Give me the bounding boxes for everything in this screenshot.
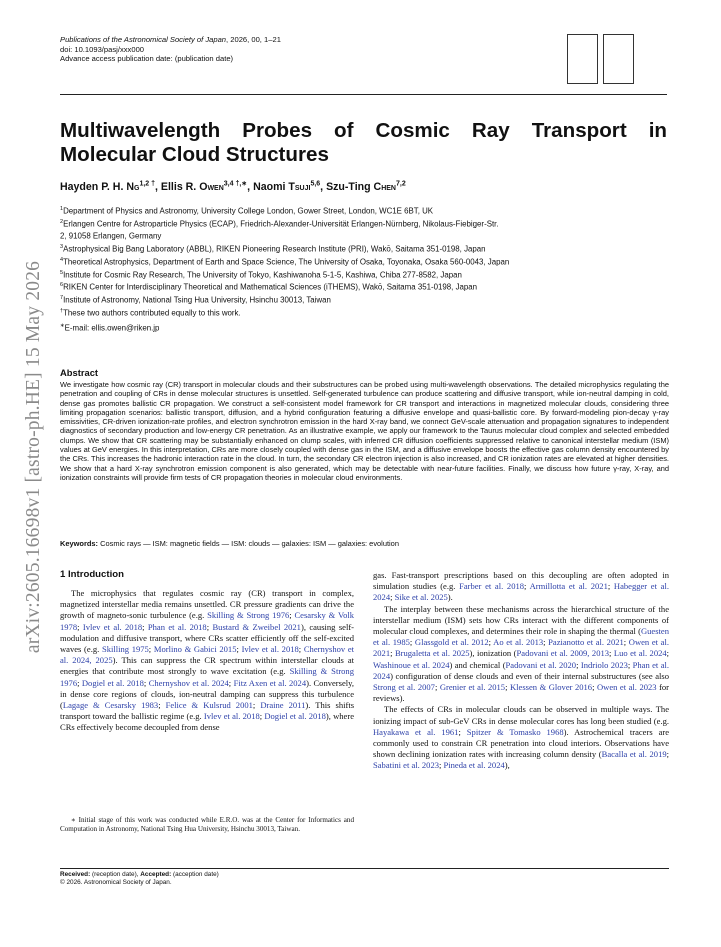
paragraph-text: ; <box>158 700 166 711</box>
paragraph-text: ; <box>609 648 614 659</box>
author-given-name: Hayden P. H. <box>60 180 127 193</box>
access-date-line: Advance access publication date: (publication date) <box>60 54 234 64</box>
keywords-text: Cosmic rays — ISM: magnetic fields — ISM: clouds — galaxies: ISM — galaxies: evolution <box>100 539 399 548</box>
citation-link[interactable]: Padovani et al. 2009, 2013 <box>516 648 610 659</box>
affiliation-number: 1 <box>60 206 64 212</box>
paragraph-text: ), where CRs effectively become decoupled from dense <box>60 711 354 733</box>
affiliation-number: 2 <box>60 218 64 225</box>
intro-paragraph <box>373 570 669 604</box>
citation-link[interactable]: Hayakawa et al. 1961 <box>373 726 459 737</box>
affiliation-text: Astrophysical Big Bang Laboratory (ABBL), RIKEN Pioneering Research Institute (PRI), Wakō, Saitama 351-0198, Japan <box>63 244 486 254</box>
affiliation-number: 6 <box>60 282 64 289</box>
citation-link[interactable]: Fitz Axen et al. 2024 <box>233 677 307 688</box>
section-heading-introduction: 1 Introduction <box>60 569 124 580</box>
citation-link[interactable]: Phan et al. 2018 <box>147 621 207 632</box>
paragraph-text: ; <box>434 682 440 693</box>
citation-link[interactable]: Guesten et al. 1985 <box>373 626 669 648</box>
citation-link[interactable]: Cesarsky & Volk 1978 <box>60 610 354 632</box>
author-given-name: Naomi <box>253 180 289 193</box>
citation-link[interactable]: Dogiel et al. 2018 <box>264 711 326 722</box>
citation-link[interactable]: Owen et al. 2021 <box>373 637 669 659</box>
paragraph-text: ), <box>504 760 510 771</box>
paragraph-text: ; <box>259 711 265 722</box>
footnote-text: ∗ Initial stage of this work was conducted while E.R.O. was at the Center for Informatics and Computation in Astronomy, National Tsing Hua University, Hsinchu 30013, Taiwan. <box>60 816 354 834</box>
paragraph-text: ; <box>409 637 415 648</box>
paragraph-text: ; <box>206 621 213 632</box>
paragraph-text: ; <box>148 644 154 655</box>
author-surname: Owen <box>199 180 224 193</box>
affiliation <box>60 217 670 230</box>
keywords <box>60 539 399 548</box>
affiliation-number: 7 <box>60 295 64 302</box>
author-separator: , <box>155 180 161 193</box>
author <box>253 181 326 193</box>
affiliation-text: Department of Physics and Astronomy, University College London, Gower Street, London, WC1E 6BT, UK <box>63 206 434 216</box>
received-label: Received: <box>60 871 91 878</box>
citation-link[interactable]: Skilling & Strong 1976 <box>207 610 290 621</box>
author <box>161 181 253 193</box>
paragraph-text: ; <box>298 644 304 655</box>
citation-link[interactable]: Washinoue et al. 2024 <box>373 659 450 670</box>
author-affiliation-marks: 1,2 † <box>139 180 156 187</box>
citation-link[interactable]: Draine 2011 <box>260 700 306 711</box>
doi-line[interactable]: doi: 10.1093/pasj/xxx000 <box>60 44 145 54</box>
paragraph-text: ; <box>289 610 295 621</box>
paragraph-text: ; <box>77 677 82 688</box>
paper-title: Multiwavelength Probes of Cosmic Ray Transport in Molecular Cloud Structures <box>60 119 667 166</box>
journal-header <box>60 35 281 64</box>
citation-link[interactable]: Ivlev et al. 2018 <box>203 711 260 722</box>
body-column-right <box>373 570 669 772</box>
paragraph-text: ; <box>236 644 242 655</box>
abstract-heading: Abstract <box>60 367 99 378</box>
affiliation <box>60 306 670 319</box>
citation-link[interactable]: Sike et al. 2025 <box>394 592 448 603</box>
paragraph-text: ; <box>228 677 234 688</box>
paragraph-text: The interplay between these mechanisms across the hierarchical structure of the interstellar medium (ISM) sets how CRs interact with the different components of molecular cloud complexes, and determines their role in shaping the thermal ( <box>373 603 669 637</box>
keywords-label: Keywords: <box>60 539 99 548</box>
affiliation-text: These two authors contributed equally to this work. <box>63 308 241 318</box>
citation-link[interactable]: Strong et al. 2007 <box>373 682 435 693</box>
author-given-name: Szu-Ting <box>326 180 374 193</box>
citation-link[interactable]: Owen et al. 2023 <box>597 682 657 693</box>
footer-divider <box>60 868 669 869</box>
citation-link[interactable]: Indriolo 2023 <box>580 659 628 670</box>
abstract-text: We investigate how cosmic ray (CR) transport in molecular clouds and their substructures can be probed using multi-wavelength observations. The detailed microphysics regulating the penetration and coupling of CRs in dense molecular structures is unsettled. Self-generated turbulence can produce scattering and diffusive transport, while ion-neutral damping in cold, dense gas promotes ballistic CR propagation. We construct a self-consistent model framework for CR transport and interactions in magnetized molecular clouds, considering three limiting propagation scenarios: ballistic transport, diffusion, and a hybrid configuration featuring a diffusive envelope and quasi-ballistic core. By forward-modeling pion-decay γ-ray emissivities, CR-driven ionization-rate profiles, and electron synchrotron emission in the hard X-ray band, we connect GeV-scale attenuation and propagation signatures to independent diagnostics of secondary production and low-energy CR penetration. As an illustrative example, we apply our framework to the Taurus molecular cloud complex and selected embedded clumps. We show that CR scattering may be substantially enhanced on clump scales, with inferred CR diffusion coefficients suppressed relative to canonical interstellar medium (ISM) values at GeV energies. In this interpretation, CRs are more closely coupled with dense gas in the ISM, and a diffusive envelope boosts the effective gas column density encountered by the CRs. This increases the hadronic interaction rate in the cloud. In turn, the secondary CR electron injection is also increased, and CR ionization rates are elevated at higher densities. We show that a hard X-ray synchrotron emission component is also generated, which may be detectable with near-future facilities. Finally, we discuss how future γ-ray, X-ray, and ionization constraints will provide firm tests of CR propagation theories in molecular cloud environments. <box>60 380 669 482</box>
affiliation-number: 3 <box>60 244 64 251</box>
citation-link[interactable]: Pazianotto et al. 2021 <box>548 637 624 648</box>
affiliation-text: RIKEN Center for Interdisciplinary Theoretical and Mathematical Sciences (iTHEMS), Wakō, Saitama 351-0198, Japan <box>63 282 478 292</box>
citation-link[interactable]: Skilling 1975 <box>101 644 149 655</box>
journal-logo-placeholder <box>567 34 598 84</box>
affiliation-text: Institute of Astronomy, National Tsing Hua University, Hsinchu 30013, Taiwan <box>63 295 331 305</box>
paragraph-text: ; <box>666 648 670 659</box>
affiliation-list <box>60 204 670 334</box>
citation-link[interactable]: Chernyshov et al. 2024 <box>148 677 229 688</box>
intro-paragraph <box>60 588 354 734</box>
citation-link[interactable]: Luo et al. 2024 <box>613 648 667 659</box>
paragraph-text: ; <box>458 726 467 737</box>
paragraph-text: ) configuration of dense clouds and even of their internal substructures (see also <box>390 670 669 681</box>
paragraph-text: ; <box>607 581 614 592</box>
author-surname: Chen <box>373 180 396 193</box>
paragraph-text: for reviews). <box>373 682 670 704</box>
intro-paragraph <box>373 604 669 705</box>
citation-link[interactable]: Dogiel et al. 2018 <box>81 677 144 688</box>
paragraph-text: ). <box>447 592 453 603</box>
citation-link[interactable]: Phan et al. 2024 <box>373 659 669 681</box>
author-affiliation-marks: 5,6 <box>310 180 321 187</box>
copyright-notice: © 2026. Astronomical Society of Japan. <box>60 879 172 887</box>
paragraph-text: ), causing self-modulation and diffusive transport, where CRs scatter efficiently off the self-excited waves (e.g. <box>60 621 355 655</box>
paragraph-text: ; <box>252 700 261 711</box>
author-affiliation-marks: 7,2 <box>395 180 406 187</box>
affiliation <box>60 242 670 255</box>
paragraph-text: The microphysics that regulates cosmic ray (CR) transport in complex, magnetized interstellar media remains unsettled. CR pressure gradients can drive the growth of magneto-sonic turbulence (e.g. <box>60 588 354 621</box>
author-given-name: Ellis R. <box>160 180 200 193</box>
author-separator: , <box>247 180 254 193</box>
accepted-date: (acception date) <box>171 871 219 878</box>
paragraph-text: ; <box>592 682 597 693</box>
affiliation <box>60 293 670 306</box>
journal-citation-line <box>60 35 281 45</box>
author-separator: , <box>320 180 327 193</box>
affiliation-number: † <box>60 307 64 314</box>
paragraph-text: ; <box>524 581 530 592</box>
citation-link[interactable]: Skilling & Strong 1976 <box>60 666 354 688</box>
affiliation <box>60 280 670 293</box>
journal-citation: , 2026, 00, 1–21 <box>226 35 281 44</box>
author-surname: Ng <box>126 180 140 193</box>
paragraph-text: ; <box>576 659 581 670</box>
paragraph-text: ; <box>142 621 148 632</box>
citation-link[interactable]: Lagage & Cesarsky 1983 <box>62 700 159 711</box>
author-affiliation-marks: 3,4 †,∗ <box>223 180 248 187</box>
paragraph-text: ; <box>543 637 549 648</box>
citation-link[interactable]: Brugaletta et al. 2025 <box>394 648 470 659</box>
citation-link[interactable]: Chernyshov et al. 2024, 2025 <box>60 644 355 666</box>
affiliation-text: Institute for Cosmic Ray Research, The University of Tokyo, Kashiwanoha 5-1-5, Kashiwa, Chiba 277-8582, Japan <box>63 270 462 280</box>
journal-logo-placeholder <box>603 34 634 84</box>
affiliation-number: 5 <box>60 269 64 276</box>
arxiv-stamp <box>8 222 60 692</box>
affiliation-number: 4 <box>60 256 64 263</box>
citation-link[interactable]: Bustard & Zweibel 2021 <box>212 621 301 632</box>
affiliation-text: 2, 91058 Erlangen, Germany <box>60 232 162 242</box>
affiliation <box>60 229 670 242</box>
citation-link[interactable]: Ao et al. 2013 <box>493 637 544 648</box>
paragraph-text: ) and chemical ( <box>449 659 506 670</box>
citation-link[interactable]: Grenier et al. 2015 <box>439 682 506 693</box>
accepted-label: Accepted: <box>140 871 172 878</box>
paragraph-text: ; <box>505 682 510 693</box>
citation-link[interactable]: Ivlev et al. 2018 <box>241 644 299 655</box>
paragraph-text: ; <box>390 648 395 659</box>
paragraph-text: ; <box>623 637 629 648</box>
paragraph-text: ). Conversely, in dense core regions of clouds, ion-neutral damping can suppress this turbulence ( <box>60 677 354 711</box>
paragraph-text: ). This shifts transport toward the ballistic regime (e.g. <box>60 700 355 722</box>
page-footer <box>60 871 219 888</box>
paragraph-text: ; <box>143 677 149 688</box>
citation-link[interactable]: Pineda et al. 2024 <box>443 760 505 771</box>
citation-link[interactable]: Sabatini et al. 2023 <box>373 760 439 771</box>
paragraph-text: ), ionization ( <box>469 648 517 659</box>
paragraph-text: ; <box>77 621 83 632</box>
author <box>326 181 406 193</box>
citation-link[interactable]: Felice & Kulsrud 2001 <box>165 700 253 711</box>
citation-link[interactable]: Padovani et al. 2020 <box>505 659 577 670</box>
citation-link[interactable]: Farber et al. 2018 <box>459 581 525 592</box>
paragraph-text: The effects of CRs in molecular clouds can be observed in multiple ways. The ionizing impact of sub-GeV CRs in dense molecular cores has long been studied (e.g. <box>373 704 669 726</box>
citation-link[interactable]: Klessen & Glover 2016 <box>509 682 593 693</box>
intro-paragraph <box>373 704 669 771</box>
arxiv-identifier: arXiv:2605.16698v1 [astro-ph.HE] 15 May 2026 <box>23 260 44 654</box>
affiliation <box>60 255 670 268</box>
body-column-left <box>60 588 354 734</box>
citation-link[interactable]: Habegger et al. 2024 <box>373 581 669 603</box>
author <box>60 181 161 193</box>
citation-link[interactable]: Ivlev et al. 2018 <box>82 621 143 632</box>
paragraph-text: gas. Fast-transport prescriptions based on this decoupling are often adopted in simulation studies (e.g. <box>373 570 669 592</box>
paragraph-text: ; <box>627 659 633 670</box>
paragraph-text: ; <box>488 637 494 648</box>
contact-email[interactable] <box>60 321 670 334</box>
journal-name: Publications of the Astronomical Society of Japan <box>60 35 227 44</box>
affiliation <box>60 204 670 217</box>
citation-link[interactable]: Glassgold et al. 2012 <box>414 637 489 648</box>
paragraph-text: ; <box>439 760 444 771</box>
paragraph-text: ). This can suppress the CR spectrum within interstellar clouds at energies that contribute most strongly to wave excitation (e.g. <box>60 655 355 677</box>
received-date: (reception date), <box>90 871 141 878</box>
author-surname: Tsuji <box>288 180 311 193</box>
paragraph-text: ). Astrochemical tracers are commonly used to constrain CR penetration into cloud interiors. Observations have shown declining ionization rates with increasing column density ( <box>373 726 670 760</box>
affiliation-text: Theoretical Astrophysics, Department of Earth and Space Science, The University of Osaka, Toyonaka, Osaka 560-0043, Japan <box>63 257 510 267</box>
citation-link[interactable]: Spitzer & Tomasko 1968 <box>466 726 564 737</box>
email-mark: ∗ <box>60 323 65 330</box>
citation-link[interactable]: Armillotta et al. 2021 <box>529 581 608 592</box>
citation-link[interactable]: Morlino & Gabici 2015 <box>153 644 237 655</box>
paragraph-text: ; <box>390 592 395 603</box>
affiliation-text: Erlangen Centre for Astroparticle Physics (ECAP), Friedrich-Alexander-Universität Erlangen-Nürnberg, Nikolaus-Fiebiger-Str. <box>63 219 499 229</box>
footnote <box>60 816 354 834</box>
affiliation <box>60 268 670 281</box>
author-list <box>60 179 406 193</box>
header-divider <box>60 94 667 95</box>
citation-link[interactable]: Bacalla et al. 2019 <box>601 749 667 760</box>
paragraph-text: ; <box>666 749 669 760</box>
email-text[interactable]: E-mail: ellis.owen@riken.jp <box>64 324 160 334</box>
